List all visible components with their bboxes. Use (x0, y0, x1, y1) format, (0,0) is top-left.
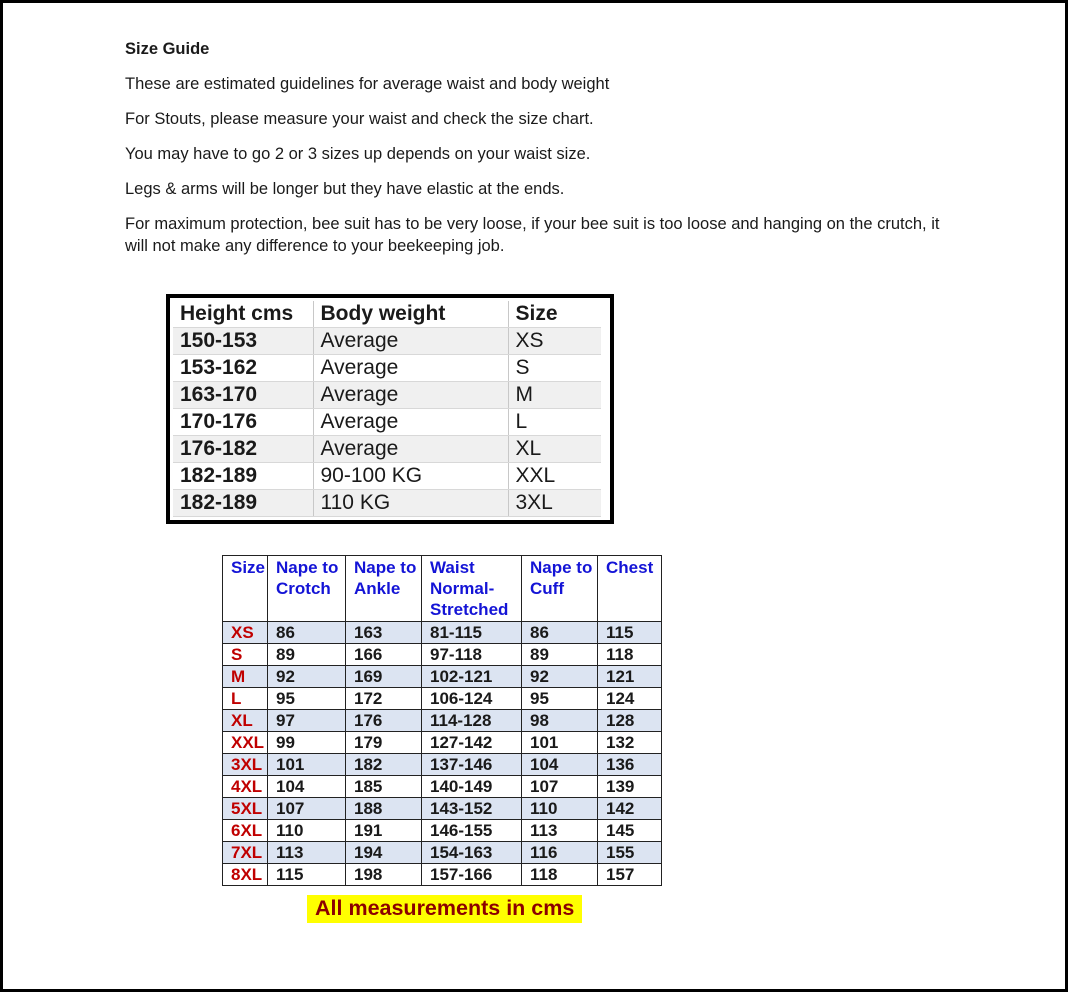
intro-paragraph: These are estimated guidelines for average waist and body weight (125, 75, 610, 93)
intro-paragraph: You may have to go 2 or 3 sizes up depends on your waist size. (125, 145, 591, 163)
waist-cell: 102-121 (422, 666, 522, 688)
nape-to-crotch-cell: 86 (268, 622, 346, 644)
size-cell: 3XL (508, 490, 601, 517)
body-weight-cell: Average (313, 355, 508, 382)
nape-to-cuff-cell: 86 (522, 622, 598, 644)
size-cell: XXL (223, 732, 268, 754)
header-line: Ankle (354, 579, 401, 598)
nape-to-ankle-cell: 185 (346, 776, 422, 798)
body-weight-cell: 90-100 KG (313, 463, 508, 490)
table-row (173, 328, 601, 355)
header-size: Size (508, 301, 601, 328)
nape-to-cuff-cell: 104 (522, 754, 598, 776)
nape-to-ankle-cell: 188 (346, 798, 422, 820)
header-body-weight: Body weight (313, 301, 508, 328)
table-header-row (173, 301, 601, 328)
waist-cell: 106-124 (422, 688, 522, 710)
nape-to-cuff-cell: 101 (522, 732, 598, 754)
intro-paragraph: For maximum protection, bee suit has to be very loose, if your bee suit is too loose and hanging on the crutch, it will not make any difference to your beekeeping job. (125, 215, 940, 255)
intro-paragraph: Legs & arms will be longer but they have elastic at the ends. (125, 180, 565, 198)
header-line: Cuff (530, 579, 564, 598)
table-header-row (223, 556, 662, 622)
header-line: Crotch (276, 579, 331, 598)
height-weight-table-frame (166, 294, 614, 524)
nape-to-crotch-cell: 97 (268, 710, 346, 732)
nape-to-crotch-cell: 107 (268, 798, 346, 820)
table-row (173, 409, 601, 436)
height-cell: 170-176 (173, 409, 313, 436)
height-cell: 182-189 (173, 490, 313, 517)
chest-cell: 155 (598, 842, 662, 864)
waist-cell: 127-142 (422, 732, 522, 754)
nape-to-crotch-cell: 95 (268, 688, 346, 710)
header-nape-to-ankle (346, 556, 422, 622)
waist-cell: 81-115 (422, 622, 522, 644)
chest-cell: 128 (598, 710, 662, 732)
table-row (223, 666, 662, 688)
nape-to-cuff-cell: 116 (522, 842, 598, 864)
height-cell: 163-170 (173, 382, 313, 409)
table-row (223, 842, 662, 864)
nape-to-ankle-cell: 172 (346, 688, 422, 710)
nape-to-crotch-cell: 110 (268, 820, 346, 842)
nape-to-crotch-cell: 101 (268, 754, 346, 776)
waist-cell: 137-146 (422, 754, 522, 776)
nape-to-ankle-cell: 198 (346, 864, 422, 886)
nape-to-crotch-cell: 115 (268, 864, 346, 886)
nape-to-cuff-cell: 89 (522, 644, 598, 666)
body-weight-cell: Average (313, 382, 508, 409)
header-line: Nape to (276, 558, 339, 577)
height-cell: 182-189 (173, 463, 313, 490)
nape-to-cuff-cell: 107 (522, 776, 598, 798)
size-cell: XXL (508, 463, 601, 490)
size-cell: 3XL (223, 754, 268, 776)
table-row (223, 622, 662, 644)
page-title: Size Guide (125, 40, 210, 58)
size-cell: M (508, 382, 601, 409)
header-waist (422, 556, 522, 622)
chest-cell: 115 (598, 622, 662, 644)
nape-to-ankle-cell: 176 (346, 710, 422, 732)
header-line: Chest (606, 558, 654, 577)
chest-cell: 121 (598, 666, 662, 688)
body-weight-cell: Average (313, 328, 508, 355)
size-cell: S (223, 644, 268, 666)
table-row (173, 436, 601, 463)
waist-cell: 140-149 (422, 776, 522, 798)
waist-cell: 157-166 (422, 864, 522, 886)
table-row (223, 754, 662, 776)
header-line: Waist (430, 558, 475, 577)
body-weight-cell: Average (313, 436, 508, 463)
table-row (223, 864, 662, 886)
header-size (223, 556, 268, 622)
size-cell: L (508, 409, 601, 436)
chest-cell: 139 (598, 776, 662, 798)
size-cell: 4XL (223, 776, 268, 798)
nape-to-ankle-cell: 163 (346, 622, 422, 644)
intro-paragraph: For Stouts, please measure your waist and check the size chart. (125, 110, 594, 128)
table-row (223, 798, 662, 820)
header-chest (598, 556, 662, 622)
waist-cell: 154-163 (422, 842, 522, 864)
table-row (223, 688, 662, 710)
nape-to-cuff-cell: 113 (522, 820, 598, 842)
nape-to-ankle-cell: 169 (346, 666, 422, 688)
header-height: Height cms (173, 301, 313, 328)
size-cell: L (223, 688, 268, 710)
table-row (173, 382, 601, 409)
size-cell: XL (508, 436, 601, 463)
chest-cell: 132 (598, 732, 662, 754)
nape-to-crotch-cell: 104 (268, 776, 346, 798)
header-line: Normal- (430, 579, 495, 598)
table-row (173, 490, 601, 517)
nape-to-cuff-cell: 110 (522, 798, 598, 820)
waist-cell: 143-152 (422, 798, 522, 820)
nape-to-cuff-cell: 118 (522, 864, 598, 886)
nape-to-cuff-cell: 98 (522, 710, 598, 732)
chest-cell: 142 (598, 798, 662, 820)
height-cell: 153-162 (173, 355, 313, 382)
height-cell: 150-153 (173, 328, 313, 355)
nape-to-crotch-cell: 113 (268, 842, 346, 864)
size-cell: XS (508, 328, 601, 355)
waist-cell: 97-118 (422, 644, 522, 666)
nape-to-ankle-cell: 166 (346, 644, 422, 666)
table-row (223, 644, 662, 666)
chest-cell: 118 (598, 644, 662, 666)
header-nape-to-crotch (268, 556, 346, 622)
measurement-table (222, 555, 662, 886)
nape-to-cuff-cell: 92 (522, 666, 598, 688)
nape-to-ankle-cell: 191 (346, 820, 422, 842)
size-cell: S (508, 355, 601, 382)
header-line: Nape to (530, 558, 593, 577)
size-cell: 8XL (223, 864, 268, 886)
size-cell: XL (223, 710, 268, 732)
header-nape-to-cuff (522, 556, 598, 622)
size-cell: M (223, 666, 268, 688)
size-cell: 6XL (223, 820, 268, 842)
header-line: Stretched (430, 600, 509, 619)
chest-cell: 157 (598, 864, 662, 886)
table-row (173, 463, 601, 490)
chest-cell: 124 (598, 688, 662, 710)
nape-to-crotch-cell: 89 (268, 644, 346, 666)
waist-cell: 146-155 (422, 820, 522, 842)
table-row (223, 776, 662, 798)
body-weight-cell: Average (313, 409, 508, 436)
header-line: Size (231, 558, 266, 577)
height-weight-table (173, 301, 601, 517)
size-cell: XS (223, 622, 268, 644)
nape-to-ankle-cell: 194 (346, 842, 422, 864)
body-weight-cell: 110 KG (313, 490, 508, 517)
table-row (223, 710, 662, 732)
table-row (223, 732, 662, 754)
table-row (223, 820, 662, 842)
size-cell: 7XL (223, 842, 268, 864)
size-cell: 5XL (223, 798, 268, 820)
chest-cell: 136 (598, 754, 662, 776)
nape-to-ankle-cell: 182 (346, 754, 422, 776)
measurement-note: All measurements in cms (307, 895, 582, 923)
height-cell: 176-182 (173, 436, 313, 463)
intro-section (125, 38, 955, 270)
table-row (173, 355, 601, 382)
nape-to-cuff-cell: 95 (522, 688, 598, 710)
nape-to-ankle-cell: 179 (346, 732, 422, 754)
header-line: Nape to (354, 558, 417, 577)
waist-cell: 114-128 (422, 710, 522, 732)
chest-cell: 145 (598, 820, 662, 842)
nape-to-crotch-cell: 92 (268, 666, 346, 688)
nape-to-crotch-cell: 99 (268, 732, 346, 754)
